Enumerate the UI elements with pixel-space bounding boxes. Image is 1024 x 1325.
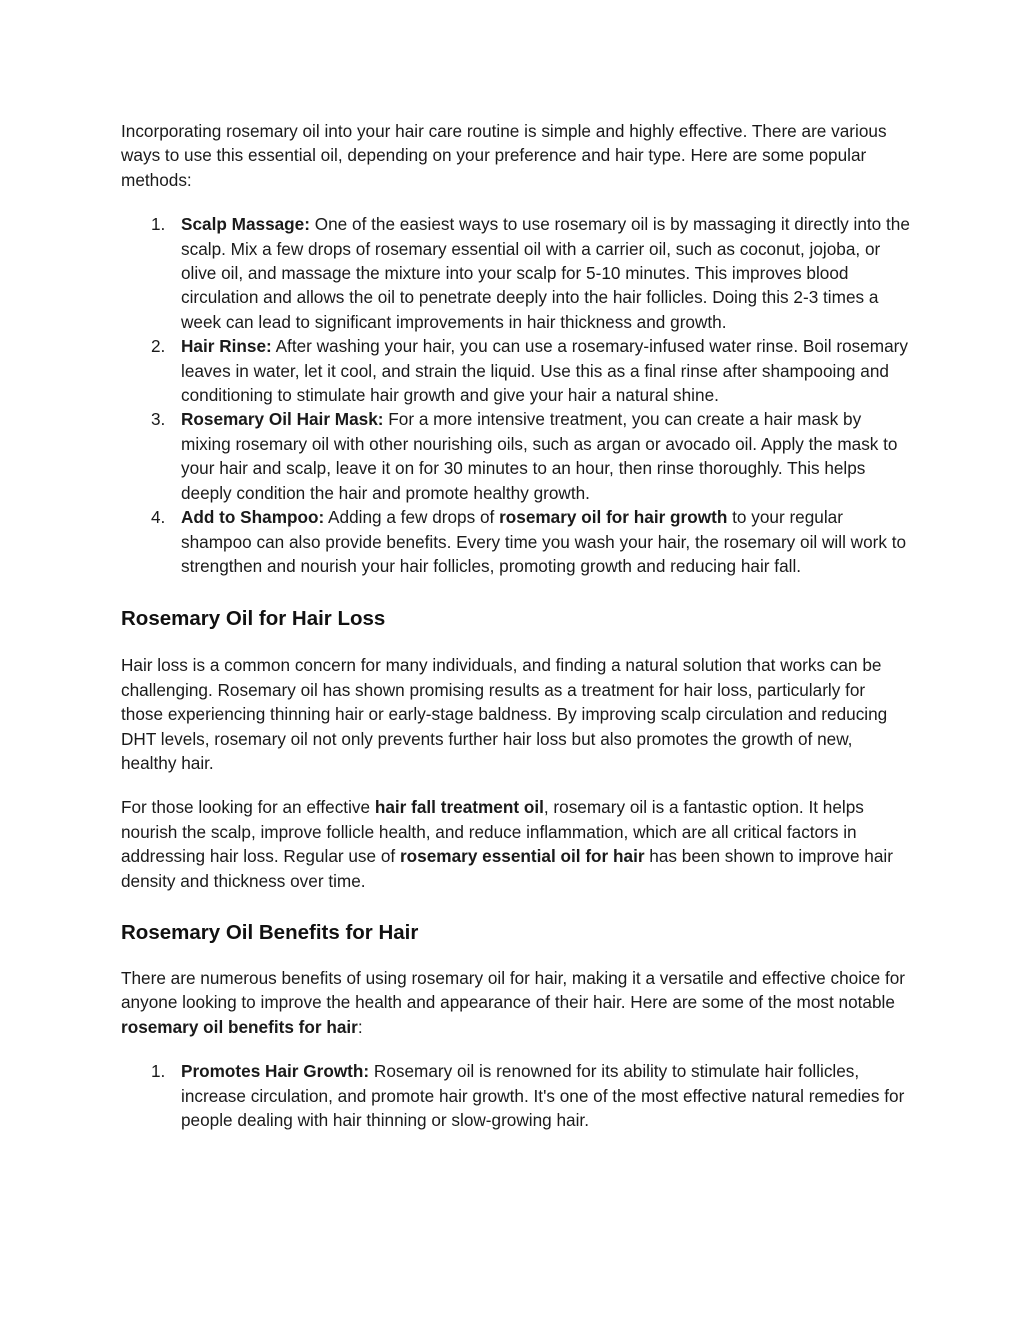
section-heading-benefits: Rosemary Oil Benefits for Hair: [121, 920, 419, 944]
list-number: 4.: [151, 507, 166, 528]
paragraph-text: has been shown to improve hair density and thickness over time.: [121, 846, 893, 891]
benefits-paragraph: [121, 966, 911, 1039]
list-number: 3.: [151, 409, 166, 430]
list-number: 2.: [151, 336, 166, 357]
keyword-bold: hair fall treatment oil: [374, 797, 544, 818]
hair-loss-paragraph: Hair loss is a common concern for many individuals, and finding a natural solution that works can be challenging. Rosemary oil has shown promising results as a treatment for hair loss, particularly for those experiencing thinning hair or early-stage baldness. By improving scalp circulation and reducing DHT levels, rosemary oil not only prevents further hair loss but also promotes the growth of new, healthy hair.: [121, 655, 888, 773]
paragraph-text: There are numerous benefits of using rosemary oil for hair, making it a versatile and effective choice for anyone looking to improve the health and appearance of their hair. Here are some of the most notable: [121, 967, 906, 1013]
list-item-title: Scalp Massage:: [181, 214, 310, 235]
list-item: [121, 407, 911, 505]
paragraph-text: :: [357, 1016, 363, 1037]
keyword-bold: rosemary essential oil for hair: [399, 846, 645, 867]
methods-list: [121, 212, 911, 578]
list-item: [121, 212, 911, 334]
paragraph-text: For those looking for an effective: [121, 797, 375, 818]
list-item-title: Promotes Hair Growth:: [181, 1061, 370, 1082]
list-item-text: Adding a few drops of: [324, 507, 500, 528]
list-number: 1.: [151, 214, 166, 235]
hair-fall-paragraph: [121, 795, 911, 893]
benefits-list: [121, 1059, 911, 1132]
list-item: [121, 505, 911, 578]
list-item: [121, 1059, 911, 1132]
list-item-text: to your regular shampoo can also provide benefits. Every time you wash your hair, the rosemary oil will work to strengthen and nourish your hair follicles, promoting growth and reducing hair fall.: [181, 507, 907, 576]
section-heading-hair-loss: Rosemary Oil for Hair Loss: [121, 607, 386, 631]
list-item-text: After washing your hair, you can use a rosemary-infused water rinse. Boil rosemary leaves in water, let it cool, and strain the liquid. Use this as a final rinse after shampooing and conditioning to stimulate hair growth and give your hair a natural shine.: [181, 336, 908, 406]
list-item-text: One of the easiest ways to use rosemary oil is by massaging it directly into the scalp. Mix a few drops of rosemary essential oil with a carrier oil, such as coconut, jojoba, or olive oil, and massage the mixture into your scalp for 5-10 minutes. This improves blood circulation and allows the oil to penetrate deeply into the hair follicles. Doing this 2-3 times a week can lead to significant improvements in hair thickness and growth.: [181, 214, 910, 332]
list-item: [121, 334, 911, 407]
list-number: 1.: [151, 1061, 166, 1082]
list-item-title: Hair Rinse:: [181, 336, 272, 357]
document-page: [121, 119, 911, 1132]
list-item-title: Rosemary Oil Hair Mask:: [181, 409, 384, 430]
paragraph-text: , rosemary oil is a fantastic option. It helps nourish the scalp, improve follicle health, and reduce inflammation, which are all critical factors in addressing hair loss. Regular use of: [121, 797, 864, 867]
list-item-text: For a more intensive treatment, you can create a hair mask by mixing rosemary oil with other nourishing oils, such as argan or avocado oil. Apply the mask to your hair and scalp, leave it on for 30 minutes to an hour, then rinse thoroughly. This helps deeply condition the hair and promote healthy growth.: [181, 409, 898, 503]
intro-paragraph: Incorporating rosemary oil into your hair care routine is simple and highly effective. There are various ways to use this essential oil, depending on your preference and hair type. Here are some popular methods:: [121, 121, 887, 190]
list-item-text: Rosemary oil is renowned for its ability to stimulate hair follicles, increase circulation, and promote hair growth. It's one of the most effective natural remedies for people dealing with hair thinning or slow-growing hair.: [181, 1061, 905, 1130]
keyword-bold: rosemary oil for hair growth: [499, 507, 728, 528]
keyword-bold: rosemary oil benefits for hair: [121, 1016, 358, 1037]
list-item-title: Add to Shampoo:: [181, 507, 325, 528]
